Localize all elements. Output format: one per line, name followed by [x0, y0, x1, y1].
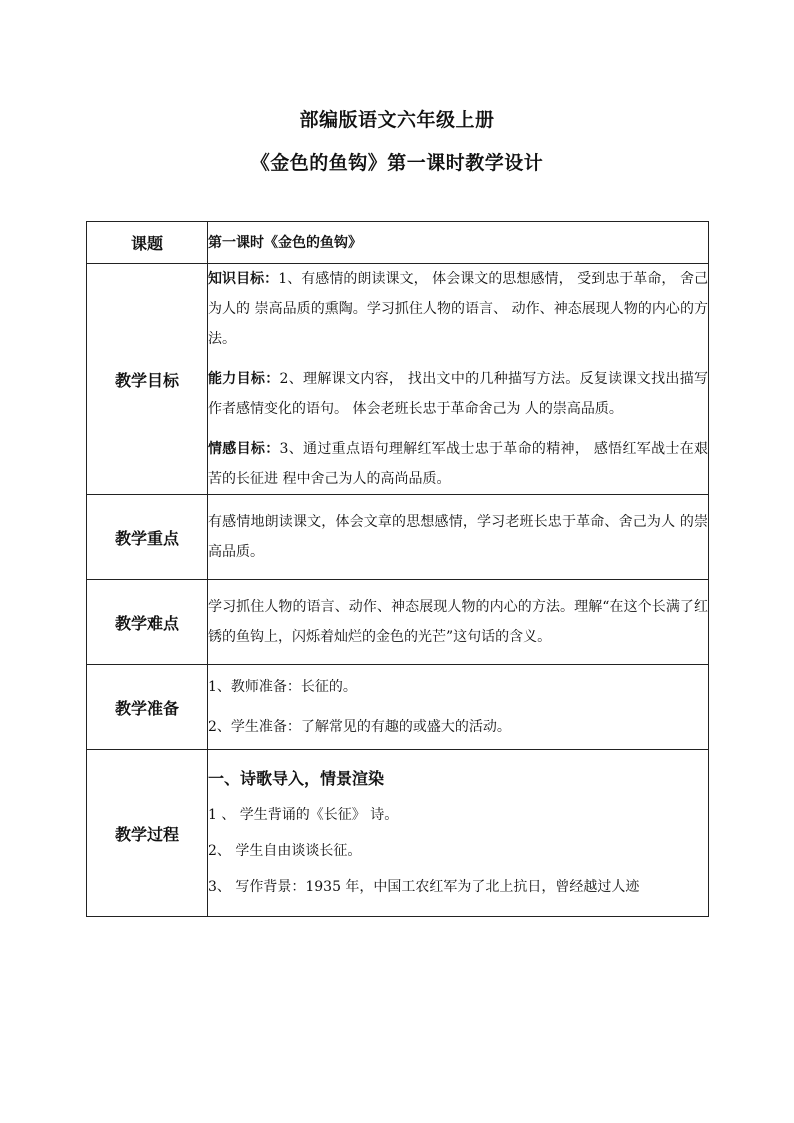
topic-value: 第一课时《金色的鱼钩》 — [208, 222, 709, 264]
table-row-key-points — [87, 495, 709, 580]
key-points-text: 有感情地朗读课文，体会文章的思想感情，学习老班长忠于革命、舍己为人 的崇高品质。 — [208, 495, 709, 580]
preparation-label: 教学准备 — [87, 665, 208, 750]
table-row-process — [87, 750, 709, 917]
goals-label: 教学目标 — [87, 264, 208, 495]
difficulty-text: 学习抓住人物的语言、动作、神态展现人物的内心的方法。理解“在这个长满了红锈的鱼钩上，闪烁着灿烂的金色的光芒”这句话的含义。 — [208, 580, 709, 665]
process-label: 教学过程 — [87, 750, 208, 917]
document-title: 部编版语文六年级上册 — [299, 109, 495, 131]
goal-emotion — [208, 434, 708, 494]
goals-content — [208, 264, 709, 495]
process-step: 2、 学生自由谈谈长征。 — [208, 843, 362, 859]
key-points-label: 教学重点 — [87, 495, 208, 580]
table-row-topic — [87, 222, 709, 264]
goal-tag: 情感目标： — [208, 441, 280, 457]
lesson-plan-table — [86, 221, 709, 917]
process-heading: 一、诗歌导入，情景渲染 — [208, 769, 385, 788]
table-row-preparation — [87, 665, 709, 750]
table-row-difficulty — [87, 580, 709, 665]
preparation-content — [208, 665, 709, 750]
difficulty-label: 教学难点 — [87, 580, 208, 665]
goal-ability — [208, 364, 708, 424]
process-step: 1 、 学生背诵的《长征》 诗。 — [208, 807, 399, 823]
document-subtitle: 《金色的鱼钩》第一课时教学设计 — [250, 152, 544, 174]
goal-knowledge — [208, 264, 708, 354]
process-content — [208, 750, 709, 917]
goal-text: 3、通过重点语句理解红军战士忠于革命的精神， 感悟红军战士在艰苦的长征进 程中舍己为人的高尚品质。 — [208, 441, 709, 487]
goal-text: 2、理解课文内容， 找出文中的几种描写方法。反复读课文找出描写作者感情变化的语句。 体会老班长忠于革命舍己为 人的崇高品质。 — [208, 371, 709, 417]
preparation-item: 1、教师准备：长征的。 — [208, 679, 357, 695]
process-step: 3、 写作背景：1935 年，中国工农红军为了北上抗日，曾经越过人迹 — [208, 879, 640, 895]
goal-tag: 知识目标： — [208, 271, 279, 287]
goal-tag: 能力目标： — [208, 371, 280, 387]
goal-text: 1、有感情的朗读课文， 体会课文的思想感情， 受到忠于革命， 舍己为人的 崇高品质的熏陶。学习抓住人物的语言、 动作、神态展现人物的内心的方法。 — [208, 271, 708, 347]
table-row-goals — [87, 264, 709, 495]
topic-label: 课题 — [87, 222, 208, 264]
preparation-item: 2、学生准备：了解常见的有趣的或盛大的活动。 — [208, 719, 511, 735]
